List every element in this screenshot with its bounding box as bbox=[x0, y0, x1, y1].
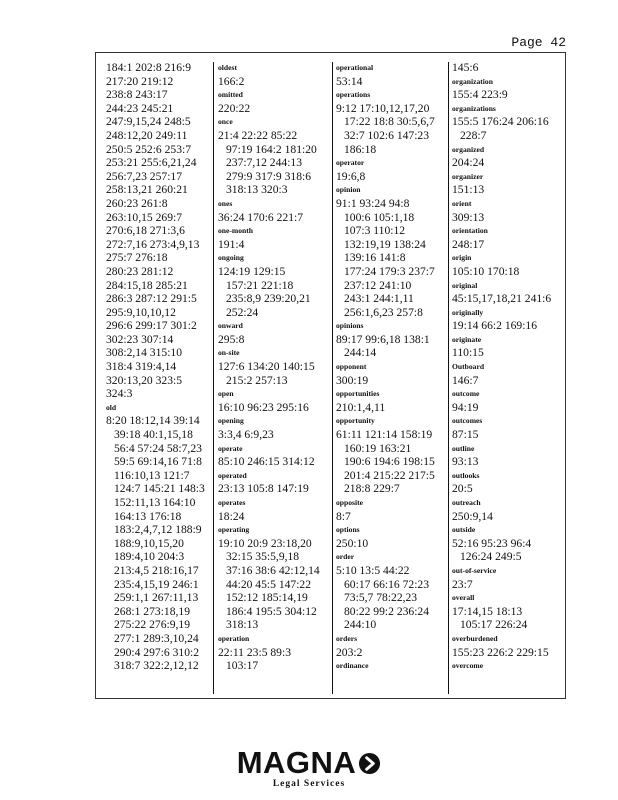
index-term: opening bbox=[218, 416, 244, 426]
page-line-refs: 295:8 bbox=[218, 332, 245, 346]
page-line-refs: 20:5 bbox=[452, 482, 473, 496]
page-line-refs: 145:6 bbox=[452, 61, 479, 74]
index-column-4 bbox=[452, 61, 566, 698]
page-line-refs: 284:15,18 285:21 bbox=[106, 278, 188, 292]
page-line-refs: 275:22 276:9,19 bbox=[114, 618, 191, 632]
page-line-refs: 228:7 bbox=[460, 128, 487, 142]
index-term: ones bbox=[218, 198, 233, 208]
index-term: one-month bbox=[218, 226, 254, 236]
page-line-refs: 263:10,15 269:7 bbox=[106, 210, 183, 224]
page-line-refs: 237:12 241:10 bbox=[344, 278, 412, 292]
page-line-refs: 19:14 66:2 169:16 bbox=[452, 319, 538, 333]
page-line-refs: 300:19 bbox=[336, 373, 369, 387]
index-term: organizer bbox=[452, 171, 484, 181]
page-line-refs: 45:15,17,18,21 241:6 bbox=[452, 292, 552, 306]
page-line-refs: 21:4 22:22 85:22 bbox=[218, 128, 298, 142]
page-line-refs: 73:5,7 78:22,23 bbox=[344, 591, 418, 605]
logo-subtitle: Legal Services bbox=[272, 779, 346, 789]
page-line-refs: 124:19 129:15 bbox=[218, 264, 286, 278]
index-term: overall bbox=[452, 593, 475, 603]
page-line-refs: 100:6 105:1,18 bbox=[344, 210, 415, 224]
index-term: orders bbox=[336, 633, 358, 643]
page-line-refs: 215:2 257:13 bbox=[226, 373, 288, 387]
magna-logo bbox=[0, 745, 618, 789]
page-line-refs: 186:4 195:5 304:12 bbox=[226, 604, 317, 618]
page-line-refs: 191:4 bbox=[218, 237, 245, 251]
page-line-refs: 210:1,4,11 bbox=[336, 400, 386, 414]
page-line-refs: 60:17 66:16 72:23 bbox=[344, 577, 430, 591]
page-line-refs: 296:6 299:17 301:2 bbox=[106, 319, 197, 333]
index-term: opportunity bbox=[336, 416, 375, 426]
index-term: opportunities bbox=[336, 389, 380, 399]
page-line-refs: 127:6 134:20 140:15 bbox=[218, 360, 315, 374]
page-line-refs: 238:8 243:17 bbox=[106, 88, 168, 102]
page-line-refs: 183:2,4,7,12 188:9 bbox=[114, 523, 202, 537]
page-line-refs: 318:13 bbox=[226, 618, 259, 632]
index-term: outside bbox=[452, 525, 476, 535]
page-line-refs: 235:8,9 239:20,21 bbox=[226, 292, 311, 306]
page-line-refs: 235:4,15,19 246:1 bbox=[114, 577, 199, 591]
index-term: outlooks bbox=[452, 470, 480, 480]
page-line-refs: 279:9 317:9 318:6 bbox=[226, 169, 312, 183]
page-line-refs: 105:17 226:24 bbox=[460, 618, 528, 632]
page-line-refs: 87:15 bbox=[452, 428, 479, 442]
page-line-refs: 250:9,14 bbox=[452, 509, 493, 523]
index-term: operational bbox=[336, 63, 374, 72]
circle-arrow-icon bbox=[358, 752, 381, 775]
page-line-refs: 164:13 176:18 bbox=[114, 509, 182, 523]
page-line-refs: 85:10 246:15 314:12 bbox=[218, 455, 315, 469]
page-line-refs: 155:23 226:2 229:15 bbox=[452, 645, 549, 659]
index-term: opinions bbox=[336, 321, 364, 331]
page-line-refs: 309:13 bbox=[452, 210, 485, 224]
index-term: oldest bbox=[218, 63, 237, 72]
page-line-refs: 218:8 229:7 bbox=[344, 482, 400, 496]
index-term: open bbox=[218, 389, 234, 399]
page-line-refs: 259:1,1 267:11,13 bbox=[114, 591, 199, 605]
page-line-refs: 220:22 bbox=[218, 101, 251, 115]
index-term: ongoing bbox=[218, 253, 244, 263]
index-term: originally bbox=[452, 307, 484, 317]
page-line-refs: 217:20 219:12 bbox=[106, 74, 174, 88]
page-line-refs: 17:22 18:8 30:5,6,7 bbox=[344, 115, 435, 129]
page-line-refs: 32:7 102:6 147:23 bbox=[344, 128, 430, 142]
page-line-refs: 151:13 bbox=[452, 183, 485, 197]
column-divider bbox=[213, 62, 214, 694]
page-line-refs: 166:2 bbox=[218, 74, 245, 88]
page-line-refs: 160:19 163:21 bbox=[344, 441, 412, 455]
index-term: organization bbox=[452, 76, 493, 86]
page-line-refs: 203:2 bbox=[336, 645, 363, 659]
index-term: outreach bbox=[452, 498, 481, 507]
page-line-refs: 186:18 bbox=[344, 142, 377, 156]
page-line-refs: 177:24 179:3 237:7 bbox=[344, 264, 435, 278]
index-term: operates bbox=[218, 498, 246, 507]
page-line-refs: 53:14 bbox=[336, 74, 363, 88]
page-line-refs: 244:23 245:21 bbox=[106, 101, 174, 115]
page-line-refs: 152:11,13 164:10 bbox=[114, 496, 196, 509]
index-term: overburdened bbox=[452, 633, 498, 643]
page-line-refs: 39:18 40:1,15,18 bbox=[114, 428, 193, 442]
page-line-refs: 272:7,16 273:4,9,13 bbox=[106, 237, 200, 251]
page-line-refs: 302:23 307:14 bbox=[106, 332, 174, 346]
page-line-refs: 9:12 17:10,12,17,20 bbox=[336, 101, 430, 115]
page-line-refs: 157:21 221:18 bbox=[226, 278, 294, 292]
page-line-refs: 250:10 bbox=[336, 536, 369, 550]
page-line-refs: 37:16 38:6 42:12,14 bbox=[226, 563, 320, 577]
index-column-3 bbox=[336, 61, 448, 698]
word-index-frame bbox=[95, 52, 566, 699]
index-term: Outboard bbox=[452, 362, 485, 372]
index-term: out-of-service bbox=[452, 565, 497, 575]
page-line-refs: 23:7 bbox=[452, 577, 473, 591]
index-term: options bbox=[336, 525, 360, 535]
page-line-refs: 52:16 95:23 96:4 bbox=[452, 536, 532, 550]
page-line-refs: 244:14 bbox=[344, 346, 377, 360]
index-term: outcome bbox=[452, 389, 480, 399]
page-line-refs: 97:19 164:2 181:20 bbox=[226, 142, 317, 156]
page-line-refs: 89:17 99:6,18 138:1 bbox=[336, 332, 430, 346]
page-line-refs: 116:10,13 121:7 bbox=[114, 468, 190, 482]
index-term: organized bbox=[452, 144, 485, 154]
index-term: organizations bbox=[452, 103, 496, 113]
page-line-refs: 5:10 13:5 44:22 bbox=[336, 563, 410, 577]
page-line-refs: 155:5 176:24 206:16 bbox=[452, 115, 549, 129]
index-column-1 bbox=[106, 61, 212, 698]
index-term: originate bbox=[452, 334, 482, 344]
page-line-refs: 190:6 194:6 198:15 bbox=[344, 455, 435, 469]
page-line-refs: 3:3,4 6:9,23 bbox=[218, 428, 274, 442]
page-line-refs: 295:9,10,10,12 bbox=[106, 305, 176, 319]
page-line-refs: 247:9,15,24 248:5 bbox=[106, 115, 191, 129]
page-line-refs: 213:4,5 218:16,17 bbox=[114, 563, 199, 577]
page-line-refs: 320:13,20 323:5 bbox=[106, 373, 183, 387]
page-line-refs: 252:24 bbox=[226, 305, 259, 319]
page-line-refs: 275:7 276:18 bbox=[106, 251, 168, 265]
page-line-refs: 36:24 170:6 221:7 bbox=[218, 210, 304, 224]
page-line-refs: 61:11 121:14 158:19 bbox=[336, 428, 433, 442]
page-line-refs: 324:3 bbox=[106, 387, 133, 401]
page-line-refs: 80:22 99:2 236:24 bbox=[344, 604, 430, 618]
page-line-refs: 256:7,23 257:17 bbox=[106, 169, 183, 183]
index-term: operate bbox=[218, 443, 243, 453]
page-line-refs: 256:1,6,23 257:8 bbox=[344, 305, 423, 319]
column-divider bbox=[332, 62, 333, 694]
page-line-refs: 250:5 252:6 253:7 bbox=[106, 142, 192, 156]
index-term: orientation bbox=[452, 226, 488, 236]
page-line-refs: 318:4 319:4,14 bbox=[106, 360, 177, 374]
page-line-refs: 110:15 bbox=[452, 346, 484, 360]
page-line-refs: 280:23 281:12 bbox=[106, 264, 174, 278]
page-line-refs: 248:12,20 249:11 bbox=[106, 128, 188, 142]
page-line-refs: 237:7,12 244:13 bbox=[226, 156, 303, 170]
page-line-refs: 44:20 45:5 147:22 bbox=[226, 577, 312, 591]
page-line-refs: 16:10 96:23 295:16 bbox=[218, 400, 309, 414]
page-line-refs: 243:1 244:1,11 bbox=[344, 292, 414, 306]
page-line-refs: 107:3 110:12 bbox=[344, 224, 406, 238]
page-line-refs: 277:1 289:3,10,24 bbox=[114, 631, 199, 645]
page-line-refs: 56:4 57:24 58:7,23 bbox=[114, 441, 202, 455]
page-line-refs: 19:6,8 bbox=[336, 169, 366, 183]
index-column-2 bbox=[218, 61, 332, 698]
page-number: Page 42 bbox=[511, 35, 566, 50]
page-line-refs: 124:7 145:21 148:3 bbox=[114, 482, 205, 496]
index-term: ordinance bbox=[336, 661, 369, 671]
page-line-refs: 32:15 35:5,9,18 bbox=[226, 550, 300, 564]
index-term: old bbox=[106, 402, 117, 412]
page-line-refs: 17:14,15 18:13 bbox=[452, 604, 523, 618]
page-line-refs: 23:13 105:8 147:19 bbox=[218, 482, 309, 496]
page-line-refs: 155:4 223:9 bbox=[452, 88, 508, 102]
page-line-refs: 8:20 18:12,14 39:14 bbox=[106, 414, 200, 428]
page-line-refs: 8:7 bbox=[336, 509, 351, 523]
page-line-refs: 91:1 93:24 94:8 bbox=[336, 196, 410, 210]
page-line-refs: 204:24 bbox=[452, 156, 485, 170]
page-line-refs: 270:6,18 271:3,6 bbox=[106, 224, 185, 238]
column-divider bbox=[448, 62, 449, 694]
page-line-refs: 22:11 23:5 89:3 bbox=[218, 645, 291, 659]
page-line-refs: 188:9,10,15,20 bbox=[114, 536, 184, 550]
page-line-refs: 146:7 bbox=[452, 373, 479, 387]
index-term: overcome bbox=[452, 661, 484, 671]
logo-wordmark: MAGNA bbox=[236, 745, 357, 780]
index-term: order bbox=[336, 552, 355, 562]
page-line-refs: 59:5 69:14,16 71:8 bbox=[114, 455, 202, 469]
index-term: opposite bbox=[336, 498, 364, 507]
page-line-refs: 253:21 255:6,21,24 bbox=[106, 156, 197, 170]
index-term: orient bbox=[452, 198, 472, 208]
page-line-refs: 308:2,14 315:10 bbox=[106, 346, 183, 360]
index-term: opinion bbox=[336, 185, 361, 195]
page-line-refs: 318:7 322:2,12,12 bbox=[114, 659, 199, 673]
page-line-refs: 103:17 bbox=[226, 659, 259, 673]
page-line-refs: 126:24 249:5 bbox=[460, 550, 522, 564]
page-line-refs: 152:12 185:14,19 bbox=[226, 591, 308, 605]
index-term: opponent bbox=[336, 362, 367, 372]
page-line-refs: 94:19 bbox=[452, 400, 479, 414]
page-line-refs: 19:10 20:9 23:18,20 bbox=[218, 536, 312, 550]
page-line-refs: 189:4,10 204:3 bbox=[114, 550, 185, 564]
page-line-refs: 105:10 170:18 bbox=[452, 264, 520, 278]
index-term: onward bbox=[218, 321, 243, 331]
index-term: operation bbox=[218, 633, 250, 643]
index-term: once bbox=[218, 117, 233, 127]
page-line-refs: 260:23 261:8 bbox=[106, 196, 168, 210]
index-term: omitted bbox=[218, 90, 243, 100]
page-line-refs: 248:17 bbox=[452, 237, 485, 251]
page-line-refs: 286:3 287:12 291:5 bbox=[106, 292, 197, 306]
index-term: operator bbox=[336, 158, 365, 168]
index-term: origin bbox=[452, 253, 472, 263]
index-term: outcomes bbox=[452, 416, 483, 426]
page-line-refs: 18:24 bbox=[218, 509, 245, 523]
index-term: operating bbox=[218, 525, 250, 535]
page-line-refs: 268:1 273:18,19 bbox=[114, 604, 191, 618]
page-line-refs: 132:19,19 138:24 bbox=[344, 237, 426, 251]
page-line-refs: 139:16 141:8 bbox=[344, 251, 406, 265]
index-term: original bbox=[452, 280, 478, 290]
page-line-refs: 290:4 297:6 310:2 bbox=[114, 645, 200, 659]
index-term: outline bbox=[452, 443, 475, 453]
page-line-refs: 93:13 bbox=[452, 455, 479, 469]
page-line-refs: 201:4 215:22 217:5 bbox=[344, 468, 435, 482]
page-line-refs: 258:13,21 260:21 bbox=[106, 183, 188, 197]
page-line-refs: 184:1 202:8 216:9 bbox=[106, 61, 192, 74]
page-line-refs: 244:10 bbox=[344, 618, 377, 632]
index-term: on-site bbox=[218, 348, 240, 358]
index-term: operated bbox=[218, 470, 247, 480]
page-line-refs: 318:13 320:3 bbox=[226, 183, 288, 197]
index-term: operations bbox=[336, 90, 371, 100]
